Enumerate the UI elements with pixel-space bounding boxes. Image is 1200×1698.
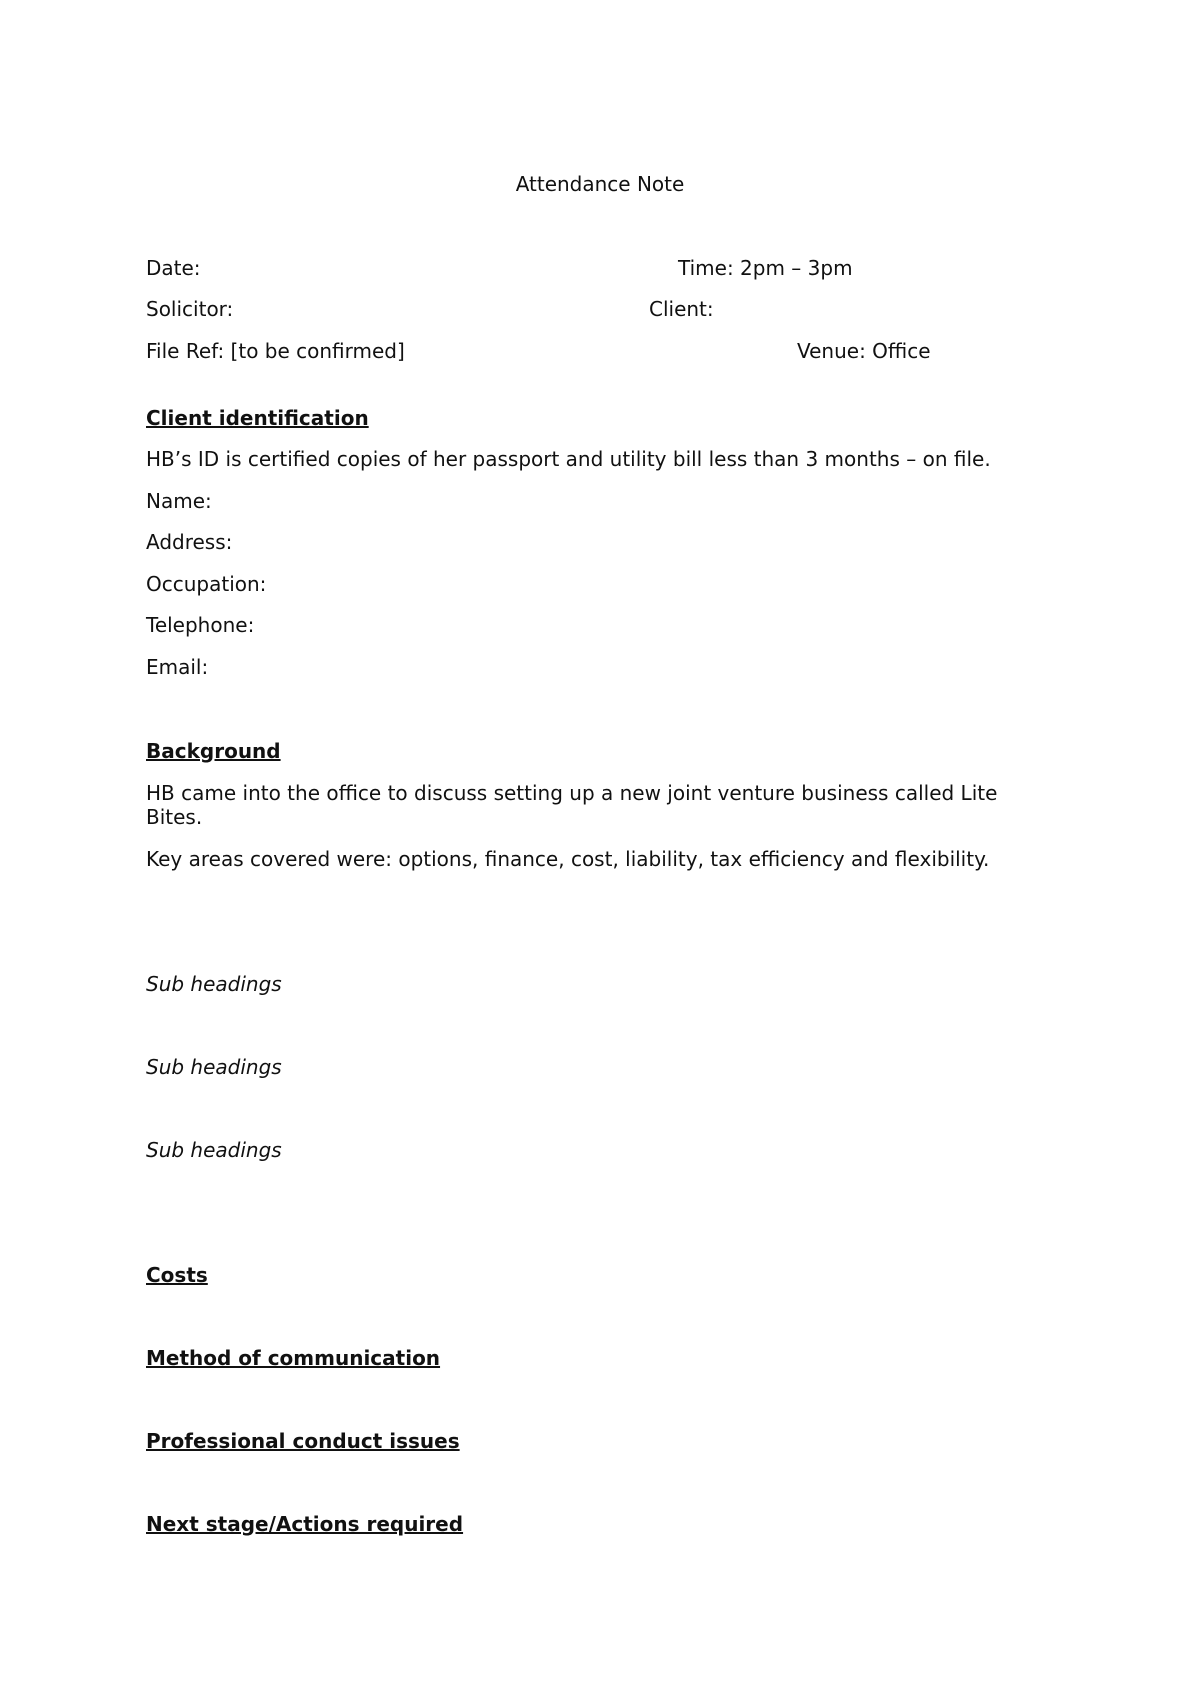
sub-heading: Sub headings <box>146 1138 282 1162</box>
client-identification-heading: Client identification <box>146 406 369 430</box>
address-field-label: Address: <box>146 530 233 554</box>
background-heading: Background <box>146 739 281 763</box>
time-label: Time: 2pm – 3pm <box>678 256 853 280</box>
occupation-field-label: Occupation: <box>146 572 267 596</box>
professional-conduct-issues-heading: Professional conduct issues <box>146 1429 460 1453</box>
background-paragraph: Key areas covered were: options, finance, cost, liability, tax efficiency and flexibility. <box>146 847 990 871</box>
telephone-field-label: Telephone: <box>146 613 255 637</box>
background-paragraph: HB came into the office to discuss setting up a new joint venture business called Lite Bites. <box>146 781 998 829</box>
name-field-label: Name: <box>146 489 212 513</box>
client-id-note: HB’s ID is certified copies of her passport and utility bill less than 3 months – on file. <box>146 447 991 471</box>
next-stage-actions-heading: Next stage/Actions required <box>146 1512 464 1536</box>
file-ref-label: File Ref: [to be confirmed] <box>146 339 405 363</box>
method-of-communication-heading: Method of communication <box>146 1346 441 1370</box>
costs-heading: Costs <box>146 1263 208 1287</box>
document-title: Attendance Note <box>515 172 685 196</box>
solicitor-label: Solicitor: <box>146 297 234 321</box>
sub-heading: Sub headings <box>146 1055 282 1079</box>
venue-label: Venue: Office <box>797 339 931 363</box>
date-label: Date: <box>146 256 201 280</box>
sub-heading: Sub headings <box>146 972 282 996</box>
client-label: Client: <box>649 297 714 321</box>
email-field-label: Email: <box>146 655 209 679</box>
